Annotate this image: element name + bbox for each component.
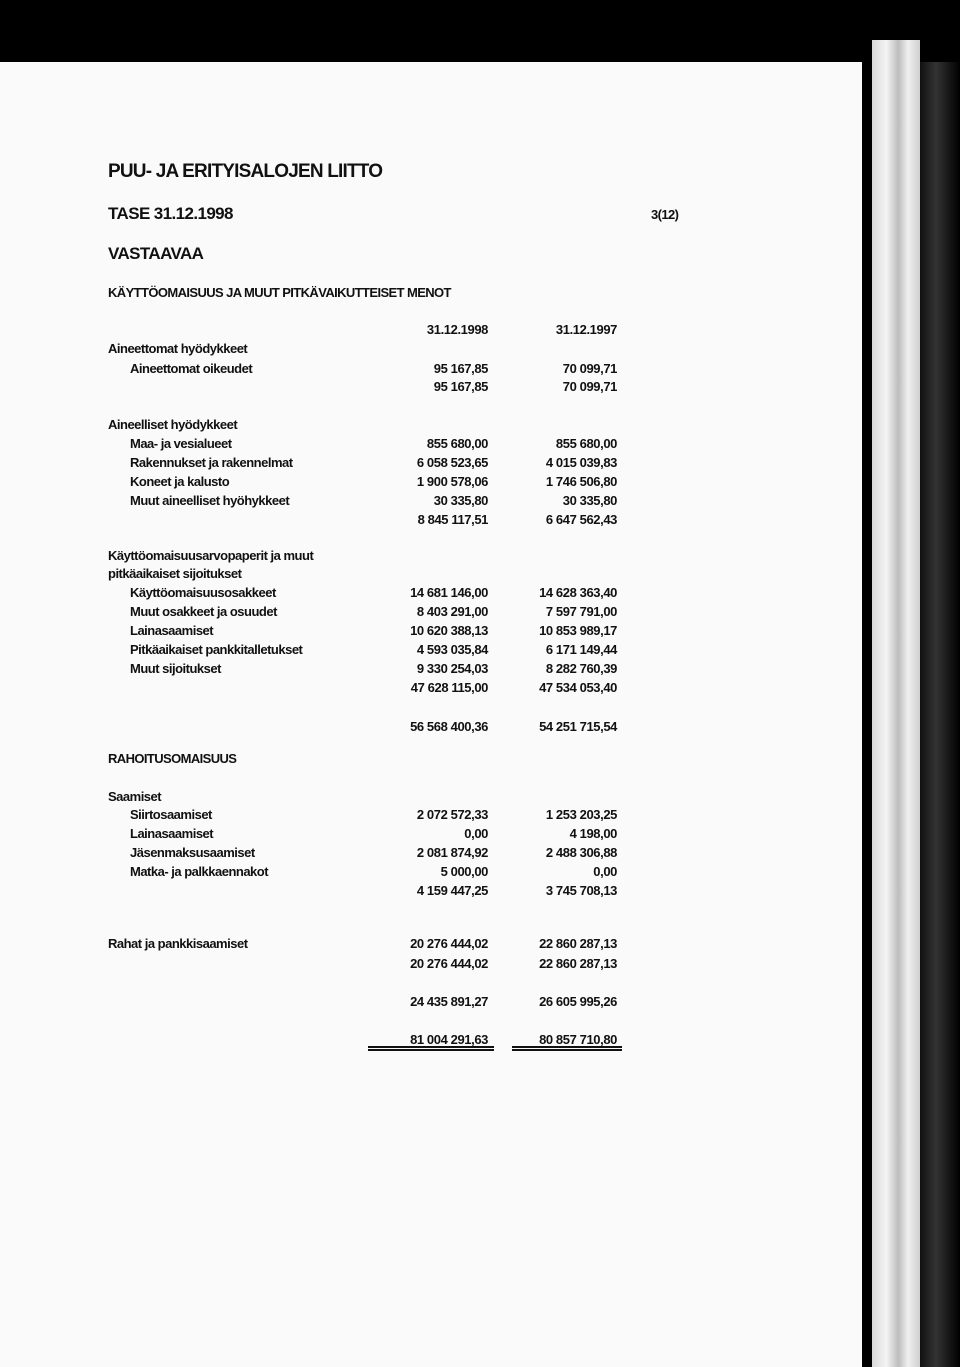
fixed-assets-total-previous: 54 251 715,54 xyxy=(539,719,617,734)
subtotal-previous: 3 745 708,13 xyxy=(545,883,617,898)
financial-total-current: 24 435 891,27 xyxy=(410,994,488,1009)
group-heading-securities-cont: pitkäaikaiset sijoitukset xyxy=(108,566,242,581)
subtotal-current: 4 159 447,25 xyxy=(416,883,488,898)
financial-total-previous: 26 605 995,26 xyxy=(539,994,617,1009)
row-previous: 4 198,00 xyxy=(569,826,617,841)
row-current: 2 081 874,92 xyxy=(416,845,488,860)
row-previous: 4 015 039,83 xyxy=(545,455,617,470)
group-heading-intangible: Aineettomat hyödykkeet xyxy=(108,341,248,356)
row-label: Aineettomat oikeudet xyxy=(130,361,253,376)
row-label: Pitkäaikaiset pankkitalletukset xyxy=(130,642,303,657)
row-label: Muut aineelliset hyöhykkeet xyxy=(130,493,290,508)
row-label: Siirtosaamiset xyxy=(130,807,212,822)
row-previous: 7 597 791,00 xyxy=(545,604,617,619)
group-heading-securities: Käyttöomaisuusarvopaperit ja muut xyxy=(108,548,314,563)
double-underline-current xyxy=(368,1046,494,1051)
row-label: Matka- ja palkkaennakot xyxy=(130,864,269,879)
row-label: Koneet ja kalusto xyxy=(130,474,230,489)
group-heading-receivables: Saamiset xyxy=(108,789,162,804)
row-previous: 30 335,80 xyxy=(562,493,617,508)
row-current: 6 058 523,65 xyxy=(416,455,488,470)
row-previous: 22 860 287,13 xyxy=(539,936,617,951)
row-previous: 855 680,00 xyxy=(555,436,617,451)
row-label: Muut osakkeet ja osuudet xyxy=(130,604,277,619)
document-title: TASE 31.12.1998 xyxy=(108,204,233,223)
grand-total-previous: 80 857 710,80 xyxy=(539,1032,617,1047)
row-label: Lainasaamiset xyxy=(130,826,214,841)
subtotal-current: 95 167,85 xyxy=(433,379,488,394)
section-title: VASTAAVAA xyxy=(108,244,204,263)
row-current: 95 167,85 xyxy=(433,361,488,376)
row-label: Jäsenmaksusaamiset xyxy=(130,845,255,860)
row-current: 5 000,00 xyxy=(440,864,488,879)
row-previous: 2 488 306,88 xyxy=(545,845,617,860)
subtotal-previous: 70 099,71 xyxy=(562,379,617,394)
row-current: 4 593 035,84 xyxy=(416,642,488,657)
row-label: Muut sijoitukset xyxy=(130,661,221,676)
subtotal-previous: 6 647 562,43 xyxy=(545,512,617,527)
row-current: 9 330 254,03 xyxy=(416,661,488,676)
row-previous: 70 099,71 xyxy=(562,361,617,376)
row-previous: 10 853 989,17 xyxy=(539,623,617,638)
fixed-assets-total-current: 56 568 400,36 xyxy=(410,719,488,734)
row-current: 2 072 572,33 xyxy=(416,807,488,822)
row-previous: 1 253 203,25 xyxy=(545,807,617,822)
row-previous: 1 746 506,80 xyxy=(545,474,617,489)
page-stack-edge xyxy=(872,40,920,1367)
row-previous: 6 171 149,44 xyxy=(545,642,617,657)
subtotal-previous: 47 534 053,40 xyxy=(539,680,617,695)
subtotal-previous: 22 860 287,13 xyxy=(539,956,617,971)
grand-total-current: 81 004 291,63 xyxy=(410,1032,488,1047)
row-current: 0,00 xyxy=(464,826,488,841)
row-current: 855 680,00 xyxy=(426,436,488,451)
financial-section-title: RAHOITUSOMAISUUS xyxy=(108,751,237,766)
row-label: Rakennukset ja rakennelmat xyxy=(130,455,293,470)
double-underline-previous xyxy=(512,1046,622,1051)
row-current: 14 681 146,00 xyxy=(410,585,488,600)
subtotal-current: 8 845 117,51 xyxy=(417,512,488,527)
row-previous: 14 628 363,40 xyxy=(539,585,617,600)
row-label: Lainasaamiset xyxy=(130,623,214,638)
page-shadow xyxy=(920,62,960,1367)
subsection-title: KÄYTTÖOMAISUUS JA MUUT PITKÄVAIKUTTEISET MENOT xyxy=(108,285,451,300)
row-label-cash: Rahat ja pankkisaamiset xyxy=(108,936,248,951)
row-current: 10 620 388,13 xyxy=(410,623,488,638)
row-previous: 0,00 xyxy=(593,864,617,879)
row-label: Maa- ja vesialueet xyxy=(130,436,232,451)
subtotal-current: 47 628 115,00 xyxy=(410,680,488,695)
column-header-previous: 31.12.1997 xyxy=(555,322,617,337)
row-current: 20 276 444,02 xyxy=(410,936,488,951)
row-label: Käyttöomaisuusosakkeet xyxy=(130,585,276,600)
organization-name: PUU- JA ERITYISALOJEN LIITTO xyxy=(108,161,383,182)
row-current: 1 900 578,06 xyxy=(416,474,488,489)
row-current: 30 335,80 xyxy=(433,493,488,508)
subtotal-current: 20 276 444,02 xyxy=(410,956,488,971)
row-current: 8 403 291,00 xyxy=(416,604,488,619)
row-previous: 8 282 760,39 xyxy=(545,661,617,676)
page-number: 3(12) xyxy=(651,207,679,222)
group-heading-tangible: Aineelliset hyödykkeet xyxy=(108,417,238,432)
column-header-current: 31.12.1998 xyxy=(426,322,488,337)
